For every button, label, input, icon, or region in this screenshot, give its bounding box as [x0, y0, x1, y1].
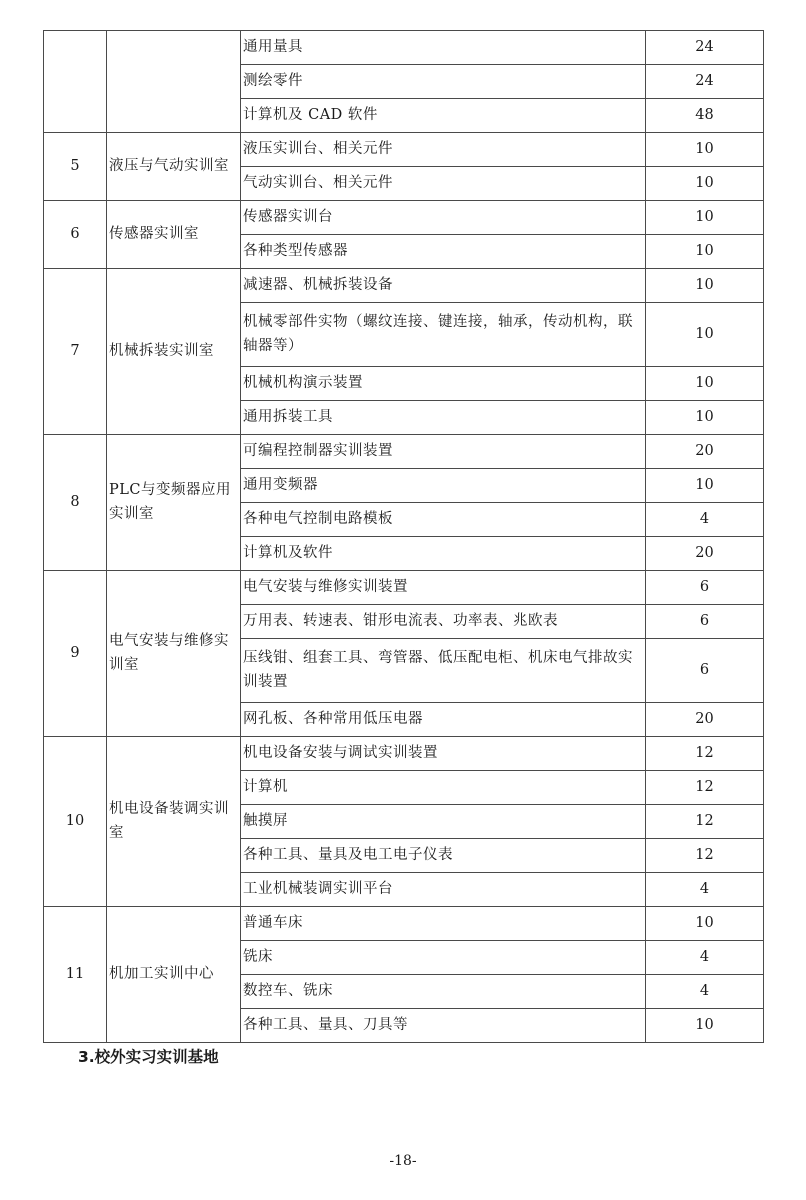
quantity-cell: 4 [646, 503, 764, 537]
quantity-cell: 10 [646, 1009, 764, 1043]
equipment-name-cell: 计算机 [241, 771, 646, 805]
lab-number-cell: 11 [44, 907, 107, 1043]
quantity-cell: 24 [646, 31, 764, 65]
quantity-cell: 12 [646, 771, 764, 805]
quantity-cell: 10 [646, 235, 764, 269]
equipment-name-cell: 万用表、转速表、钳形电流表、功率表、兆欧表 [241, 605, 646, 639]
lab-number-cell: 9 [44, 571, 107, 737]
table-row [44, 907, 764, 941]
equipment-name-cell: 机电设备安装与调试实训装置 [241, 737, 646, 771]
section-heading: 3.校外实习实训基地 [78, 1048, 219, 1066]
quantity-cell: 20 [646, 435, 764, 469]
equipment-name-cell: 通用变频器 [241, 469, 646, 503]
lab-number-cell: 6 [44, 201, 107, 269]
quantity-cell: 12 [646, 839, 764, 873]
quantity-cell: 6 [646, 639, 764, 703]
equipment-name-cell: 网孔板、各种常用低压电器 [241, 703, 646, 737]
quantity-cell: 4 [646, 941, 764, 975]
quantity-cell: 12 [646, 737, 764, 771]
equipment-name-cell: 气动实训台、相关元件 [241, 167, 646, 201]
equipment-name-cell: 机械机构演示装置 [241, 367, 646, 401]
quantity-cell: 10 [646, 469, 764, 503]
table-row [44, 133, 764, 167]
quantity-cell: 10 [646, 269, 764, 303]
quantity-cell: 6 [646, 605, 764, 639]
quantity-cell: 10 [646, 133, 764, 167]
equipment-name-cell: 数控车、铣床 [241, 975, 646, 1009]
quantity-cell: 10 [646, 367, 764, 401]
lab-number-cell: 7 [44, 269, 107, 435]
quantity-cell: 48 [646, 99, 764, 133]
table-row [44, 571, 764, 605]
equipment-name-cell: 减速器、机械拆装设备 [241, 269, 646, 303]
quantity-cell: 10 [646, 303, 764, 367]
lab-name-cell: 机电设备装调实训室 [107, 737, 241, 907]
table-row [44, 737, 764, 771]
table-row [44, 31, 764, 65]
equipment-name-cell: 各种类型传感器 [241, 235, 646, 269]
lab-name-cell: 电气安装与维修实训室 [107, 571, 241, 737]
equipment-table [43, 30, 764, 1043]
page-number: -18- [389, 1153, 417, 1169]
equipment-name-cell: 触摸屏 [241, 805, 646, 839]
quantity-cell: 10 [646, 401, 764, 435]
lab-name-cell: PLC与变频器应用实训室 [107, 435, 241, 571]
equipment-name-cell: 测绘零件 [241, 65, 646, 99]
lab-number-cell [44, 31, 107, 133]
quantity-cell: 4 [646, 975, 764, 1009]
equipment-name-cell: 传感器实训台 [241, 201, 646, 235]
lab-name-cell: 机加工实训中心 [107, 907, 241, 1043]
lab-number-cell: 5 [44, 133, 107, 201]
quantity-cell: 12 [646, 805, 764, 839]
quantity-cell: 10 [646, 201, 764, 235]
quantity-cell: 24 [646, 65, 764, 99]
table-row [44, 201, 764, 235]
lab-name-cell [107, 31, 241, 133]
quantity-cell: 10 [646, 907, 764, 941]
quantity-cell: 6 [646, 571, 764, 605]
table-row [44, 269, 764, 303]
equipment-name-cell: 机械零部件实物（螺纹连接、键连接，轴承，传动机构，联轴器等） [241, 303, 646, 367]
equipment-name-cell: 工业机械装调实训平台 [241, 873, 646, 907]
lab-name-cell: 机械拆装实训室 [107, 269, 241, 435]
equipment-name-cell: 各种电气控制电路模板 [241, 503, 646, 537]
quantity-cell: 20 [646, 537, 764, 571]
lab-name-cell: 液压与气动实训室 [107, 133, 241, 201]
equipment-name-cell: 普通车床 [241, 907, 646, 941]
equipment-name-cell: 各种工具、量具、刀具等 [241, 1009, 646, 1043]
equipment-name-cell: 计算机及 CAD 软件 [241, 99, 646, 133]
quantity-cell: 10 [646, 167, 764, 201]
lab-name-cell: 传感器实训室 [107, 201, 241, 269]
equipment-name-cell: 电气安装与维修实训装置 [241, 571, 646, 605]
equipment-name-cell: 压线钳、组套工具、弯管器、低压配电柜、机床电气排故实训装置 [241, 639, 646, 703]
equipment-name-cell: 通用拆装工具 [241, 401, 646, 435]
quantity-cell: 20 [646, 703, 764, 737]
quantity-cell: 4 [646, 873, 764, 907]
table-row [44, 435, 764, 469]
equipment-name-cell: 各种工具、量具及电工电子仪表 [241, 839, 646, 873]
equipment-table-body [44, 31, 764, 1043]
equipment-name-cell: 可编程控制器实训装置 [241, 435, 646, 469]
equipment-name-cell: 计算机及软件 [241, 537, 646, 571]
lab-number-cell: 10 [44, 737, 107, 907]
equipment-name-cell: 液压实训台、相关元件 [241, 133, 646, 167]
equipment-name-cell: 铣床 [241, 941, 646, 975]
equipment-name-cell: 通用量具 [241, 31, 646, 65]
lab-number-cell: 8 [44, 435, 107, 571]
